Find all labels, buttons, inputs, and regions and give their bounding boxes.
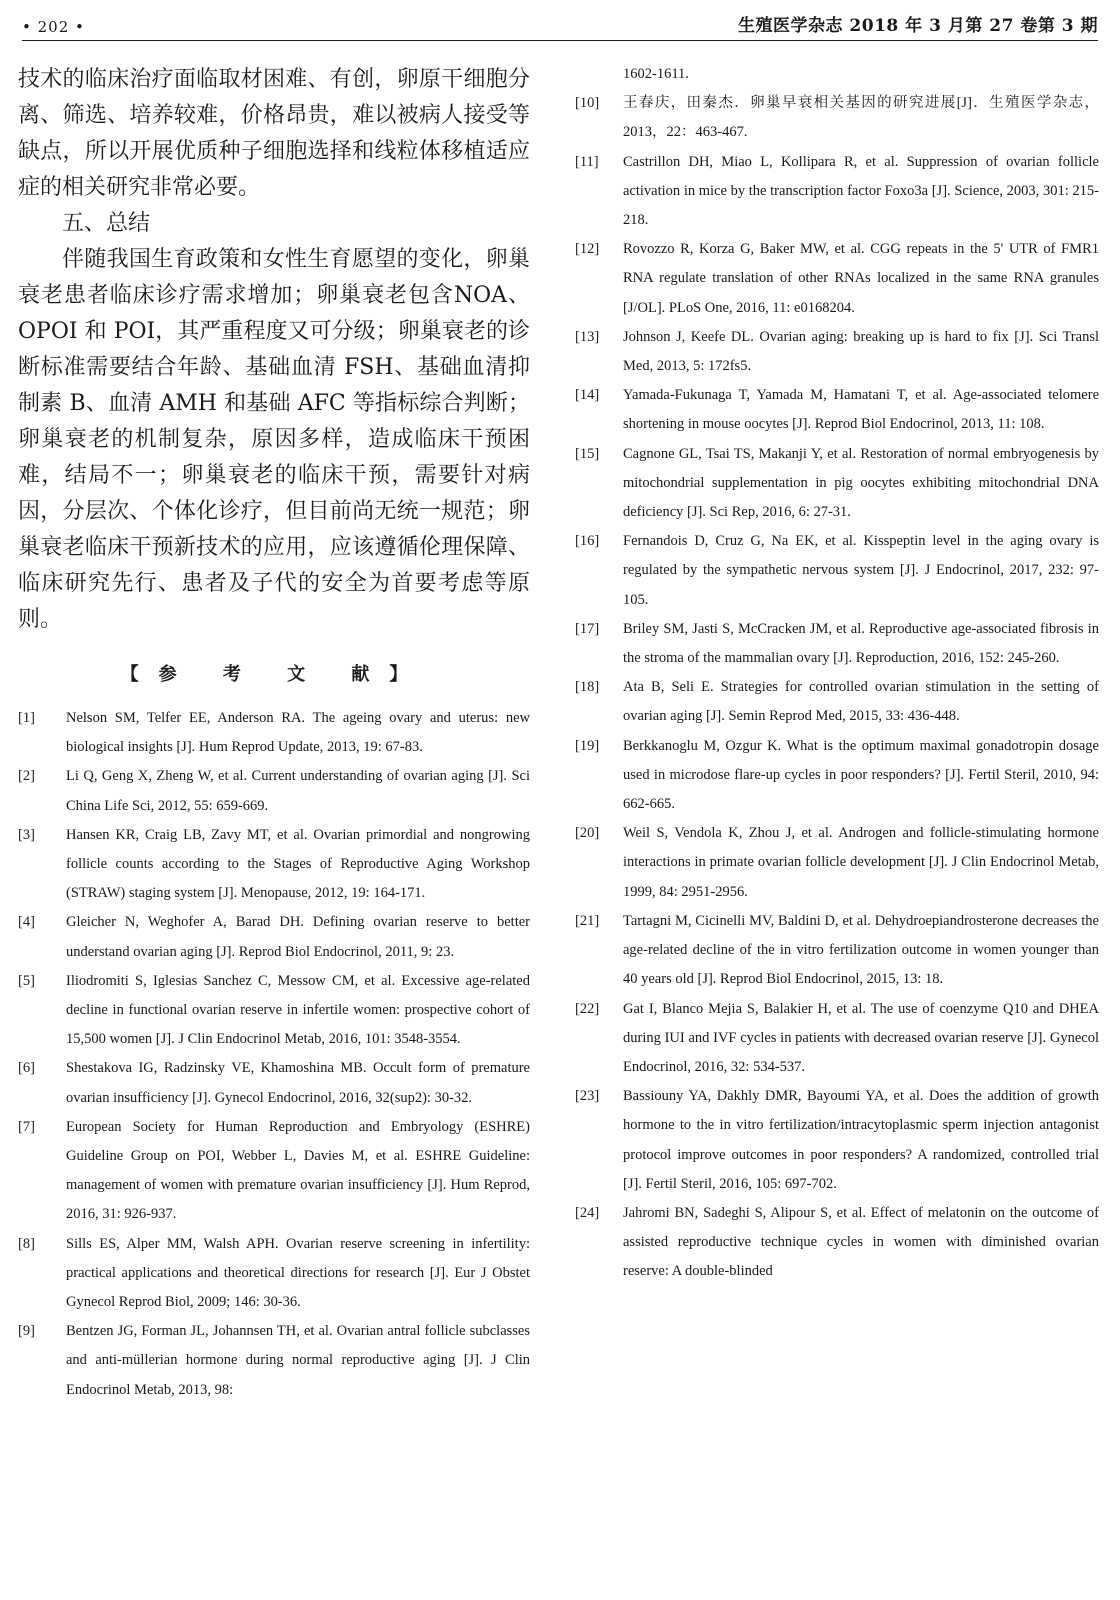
reference-number: [18] [575,679,600,696]
reference-text: 王春庆，田秦杰．卵巢早衰相关基因的研究进展[J]．生殖医学杂志，2013，22：463-467. [623,95,1099,141]
reference-item [575,819,1099,907]
reference-item [18,908,530,966]
reference-item [18,1317,530,1405]
page-number: • 202 • [22,18,85,36]
reference-number: [24] [575,1204,600,1221]
reference-item [575,615,1099,673]
reference-number: [12] [575,241,600,258]
running-header [22,8,1098,41]
reference-item [575,89,1099,147]
reference-item [575,440,1099,528]
reference-text: Ata B, Seli E. Strategies for controlled ovarian stimulation in the setting of ovarian aging [J]. Semin Reprod Med, 2015, 33: 436-448. [623,679,1099,725]
reference-text: Jahromi BN, Sadeghi S, Alipour S, et al. Effect of melatonin on the outcome of assisted reproductive technique cycles in women with diminished ovarian reserve: A double-blinded [623,1204,1099,1280]
reference-number: [9] [18,1323,35,1340]
reference-number: [22] [575,1000,600,1017]
reference-text: Bentzen JG, Forman JL, Johannsen TH, et al. Ovarian antral follicle subclasses and anti-müllerian hormone during normal reproductive aging [J]. J Clin Endocrinol Metab, 2013, 98: [66,1323,530,1398]
reference-item [18,762,530,820]
reference-text: Fernandois D, Cruz G, Na EK, et al. Kisspeptin level in the aging ovary is regulated by the sympathetic nervous system [J]. J Endocrinol, 2017, 232: 97-105. [623,533,1099,608]
reference-number: [17] [575,620,600,637]
reference-item [18,1113,530,1230]
reference-item [575,1082,1099,1199]
reference-item [575,907,1099,995]
reference-text: Yamada-Fukunaga T, Yamada M, Hamatani T, et al. Age-associated telomere shortening in mouse oocytes [J]. Reprod Biol Endocrinol, 2013, 11: 108. [623,387,1099,433]
reference-text: Cagnone GL, Tsai TS, Makanji Y, et al. Restoration of normal embryogenesis by mitochondrial supplementation in pig oocytes exhibiting mitochondrial DNA deficiency [J]. Sci Rep, 2016, 6: 27-31. [623,445,1099,521]
reference-number: [11] [575,153,599,170]
reference-item [575,323,1099,381]
section-heading: 五、总结 [62,211,151,236]
reference-item [18,1054,530,1112]
reference-text: Weil S, Vendola K, Zhou J, et al. Androgen and follicle-stimulating hormone interactions in primate ovarian follicle development [J]. J Clin Endocrinol Metab, 1999, 84: 2951-2956. [623,825,1099,900]
reference-number: [20] [575,825,600,842]
reference-text: Li Q, Geng X, Zheng W, et al. Current understanding of ovarian aging [J]. Sci China Life Sci, 2012, 55: 659-669. [66,768,530,814]
reference-number: [23] [575,1088,600,1105]
reference-text: Iliodromiti S, Iglesias Sanchez C, Messow CM, et al. Excessive age-related decline in functional ovarian reserve in infertile women: prospective cohort of 15,500 women [J]. J Clin Endocrinol Metab, 2016, 101: 3548-3554. [66,972,530,1048]
reference-text: Tartagni M, Cicinelli MV, Baldini D, et al. Dehydroepiandrosterone decreases the age-related decline of the in vitro fertilization outcome in women younger than 40 years old [J]. Reprod Biol Endocrinol, 2015, 13: 18. [623,912,1099,988]
reference-text: Gat I, Blanco Mejia S, Balakier H, et al. The use of coenzyme Q10 and DHEA during IUI and IVF cycles in patients with decreased ovarian reserve [J]. Gynecol Endocrinol, 2016, 32: 534-537. [623,1000,1099,1075]
reference-item [575,381,1099,439]
body-paragraph-1: 技术的临床治疗面临取材困难、有创，卵原干细胞分离、筛选、培养较难，价格昂贵，难以被病人接受等缺点，所以开展优质种子细胞选择和线粒体移植适应症的相关研究非常必要。 [18,67,530,200]
reference-item [575,235,1099,323]
reference-number: [4] [18,914,35,931]
reference-item [18,1230,530,1318]
reference-9-continuation: 1602-1611. [623,66,689,82]
reference-number: [15] [575,445,600,462]
reference-text: Hansen KR, Craig LB, Zavy MT, et al. Ovarian primordial and nongrowing follicle counts according to the Stages of Reproductive Aging Workshop (STRAW) staging system [J]. Menopause, 2012, 19: 164-171. [66,826,530,902]
reference-number: [7] [18,1118,35,1135]
reference-number: [13] [575,328,600,345]
reference-text: European Society for Human Reproduction and Embryology (ESHRE) Guideline Group on POI, Webber L, Davies M, et al. ESHRE Guideline: management of women with premature ovarian insufficiency [J]. Hum Reprod, 2016, 31: 926-937. [66,1118,530,1223]
reference-list-right [575,89,1099,1286]
journal-title: 生殖医学杂志 2018 年 3 月第 27 卷第 3 期 [738,16,1098,36]
reference-text: Nelson SM, Telfer EE, Anderson RA. The ageing ovary and uterus: new biological insights [J]. Hum Reprod Update, 2013, 19: 67-83. [66,710,530,756]
right-column [575,60,1099,1287]
reference-number: [10] [575,95,600,112]
left-column [18,62,530,1405]
reference-item [18,967,530,1055]
reference-text: Shestakova IG, Radzinsky VE, Khamoshina MB. Occult form of premature ovarian insufficiency [J]. Gynecol Endocrinol, 2016, 32(sup2): 30-32. [66,1060,530,1106]
reference-number: [14] [575,387,600,404]
reference-number: [2] [18,768,35,785]
reference-text: Bassiouny YA, Dakhly DMR, Bayoumi YA, et al. Does the addition of growth hormone to the in vitro fertilization/intracytoplasmic sperm injection antagonist protocol improve outcomes in poor responders? A randomized, controlled trial [J]. Fertil Steril, 2016, 105: 697-702. [623,1088,1099,1192]
reference-text: Gleicher N, Weghofer A, Barad DH. Defining ovarian reserve to better understand ovarian aging [J]. Reprod Biol Endocrinol, 2011, 9: 23. [66,914,530,960]
reference-item [575,527,1099,615]
reference-item [575,148,1099,236]
reference-item [18,704,530,762]
reference-text: Sills ES, Alper MM, Walsh APH. Ovarian reserve screening in infertility: practical applications and theoretical directions for research [J]. Eur J Obstet Gynecol Reprod Biol, 2009; 146: 30-36. [66,1235,530,1311]
reference-number: [19] [575,737,600,754]
reference-list-left [18,704,530,1405]
reference-text: Rovozzo R, Korza G, Baker MW, et al. CGG repeats in the 5' UTR of FMR1 RNA regulate translation of other RNAs localized in the same RNA granules [J/OL]. PLoS One, 2016, 11: e0168204. [623,241,1099,316]
reference-item [575,1199,1099,1287]
reference-item [575,732,1099,820]
reference-text: Castrillon DH, Miao L, Kollipara R, et al. Suppression of ovarian follicle activation in mice by the transcription factor Foxo3a [J]. Science, 2003, 301: 215-218. [623,153,1099,229]
reference-item [575,673,1099,731]
reference-number: [21] [575,912,600,929]
reference-number: [16] [575,533,600,550]
reference-number: [1] [18,710,35,726]
reference-number: [6] [18,1060,35,1077]
reference-number: [5] [18,972,35,989]
reference-text: Johnson J, Keefe DL. Ovarian aging: breaking up is hard to fix [J]. Sci Transl Med, 2013, 5: 172fs5. [623,328,1099,375]
reference-item [18,821,530,909]
reference-number: [8] [18,1235,35,1252]
reference-text: Berkkanoglu M, Ozgur K. What is the optimum maximal gonadotropin dosage used in microdose flare-up cycles in poor responders? [J]. Fertil Steril, 2010, 94: 662-665. [623,737,1099,813]
reference-text: Briley SM, Jasti S, McCracken JM, et al. Reproductive age-associated fibrosis in the stroma of the mammalian ovary [J]. Reproduction, 2016, 152: 245-260. [623,620,1099,667]
references-heading: 【参 考 文 献】 [120,664,428,685]
reference-number: [3] [18,826,35,843]
body-paragraph-2: 伴随我国生育政策和女性生育愿望的变化，卵巢衰老患者临床诊疗需求增加；卵巢衰老包含NOA、OPOI 和 POI，其严重程度又可分级；卵巢衰老的诊断标准需要结合年龄、基础血清 FSH、基础血清抑制素 B、血清 AMH 和基础 AFC 等指标综合判断；卵巢衰老的机制复杂，原因多样，造成临床干预困难，结局不一；卵巢衰老的临床干预，需要针对病因，分层次、个体化诊疗，但目前尚无统一规范；卵巢衰老临床干预新技术的应用，应该遵循伦理保障、临床研究先行、患者及子代的安全为首要考虑等原则。 [18,247,530,632]
reference-item [575,995,1099,1083]
